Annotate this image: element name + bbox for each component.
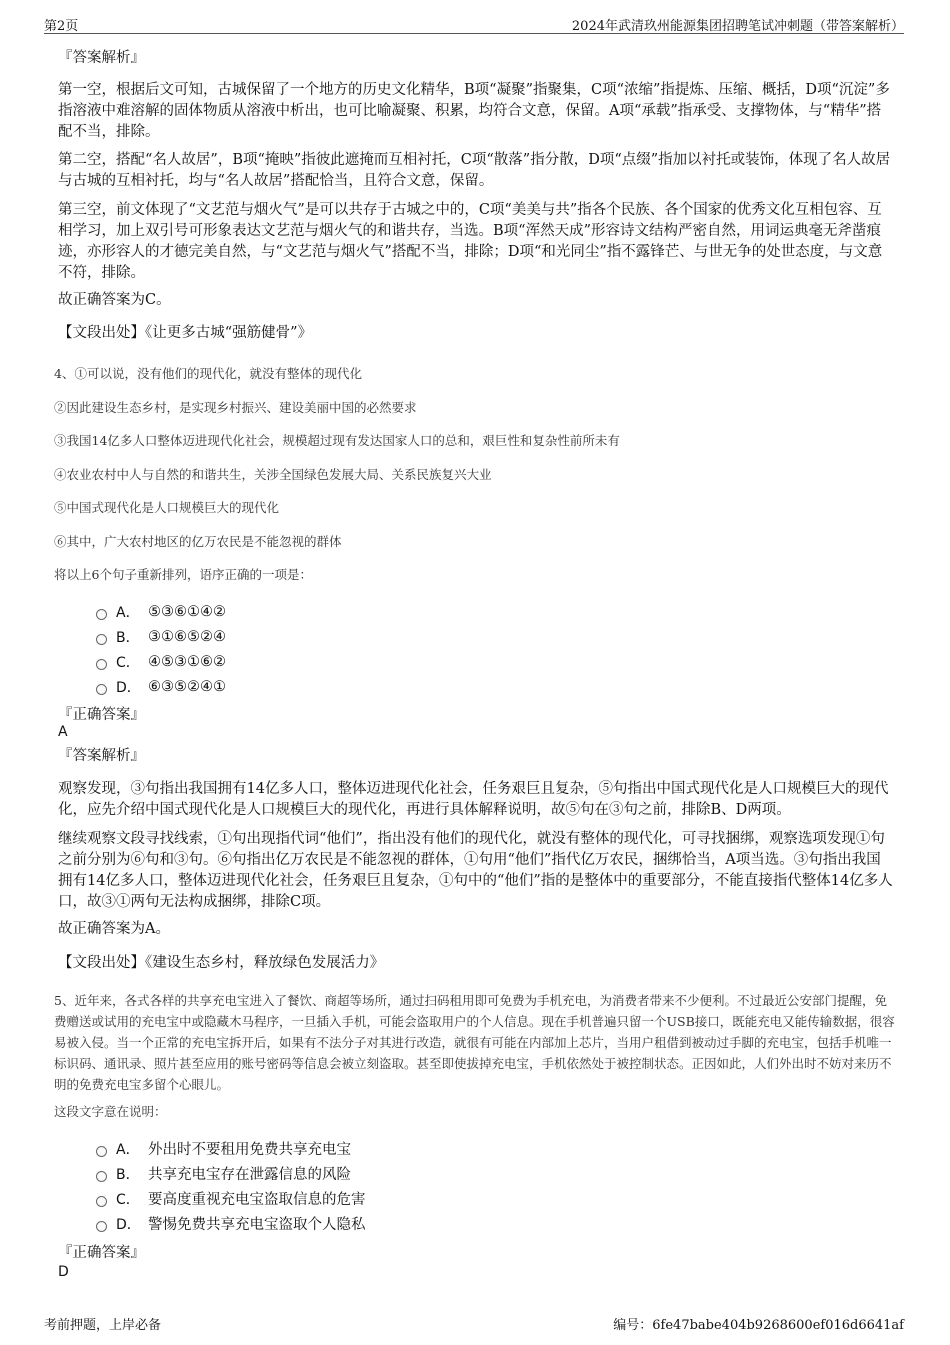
q5-options	[96, 1136, 366, 1236]
q4-answer: A	[58, 724, 68, 740]
q3-analysis-paragraph-2: 第二空，搭配“名人故居”，B项“掩映”指彼此遮掩而互相衬托，C项“散落”指分散，D项“点缀”指加以衬托或装饰，体现了名人故居与古城的互相衬托，均与“名人故居”搭配恰当，且符合文意，保留。	[58, 152, 891, 189]
footer-document-id: 编号：6fe47babe404b9268600ef016d6641af	[613, 1318, 904, 1333]
header-divider	[44, 33, 904, 34]
q4-sentence-3: ③我国14亿多人口整体迈进现代化社会，规模超过现有发达国家人口的总和，艰巨性和复杂性前所未有	[54, 433, 620, 448]
option-text: 要高度重视充电宝盗取信息的危害	[148, 1192, 366, 1208]
q4-analysis-paragraph-2: 继续观察文段寻找线索，①句出现指代词“他们”，指出没有他们的现代化，就没有整体的现代化，可寻找捆绑，观察选项发现①句之前分别为⑥句和③句。⑥句指出亿万农民是不能忽视的群体，①句用“他们”指代亿万农民，捆绑恰当，A项当选。③句指出我国拥有14亿多人口，整体迈进现代化社会，任务艰巨且复杂，①句中的“他们”指的是整体中的重要部分，不能直接指代整体14亿多人口，故③①两句无法构成捆绑，排除C项。	[58, 831, 893, 910]
q4-analysis-paragraph-1: 观察发现，③句指出我国拥有14亿多人口，整体迈进现代化社会，任务艰巨且复杂，⑤句指出中国式现代化是人口规模巨大的现代化，应先介绍中国式现代化是人口规模巨大的现代化，再进行具体解释说明，故⑤句在③句之前，排除B、D两项。	[58, 781, 889, 818]
q4-option-b[interactable]	[96, 624, 226, 649]
q3-conclusion: 故正确答案为C。	[58, 292, 171, 308]
q4-sentence-2: ②因此建设生态乡村，是实现乡村振兴、建设美丽中国的必然要求	[54, 400, 417, 415]
q3-analysis-paragraph-3: 第三空，前文体现了“文艺范与烟火气”是可以共存于古城之中的，C项“美美与共”指各个民族、各个国家的优秀文化互相包容、互相学习，加上双引号可形象表达文艺范与烟火气的和谐共存，当选。B项“浑然天成”形容诗文结构严密自然，用词运典毫无斧凿痕迹，亦形容人的才德完美自然，与“文艺范与烟火气”搭配不当，排除；D项“和光同尘”指不露锋芒、与世无争的处世态度，与文意不符，排除。	[58, 202, 883, 281]
radio-icon[interactable]	[96, 684, 107, 695]
q4-answer-label: 『正确答案』	[58, 707, 145, 723]
q4-sentence-4: ④农业农村中人与自然的和谐共生，关涉全国绿色发展大局、关系民族复兴大业	[54, 467, 492, 482]
q4-analysis-label: 『答案解析』	[58, 748, 145, 764]
q4-sentence-6: ⑥其中，广大农村地区的亿万农民是不能忽视的群体	[54, 534, 342, 549]
q3-analysis-label: 『答案解析』	[58, 50, 145, 66]
header-page-number: 第2页	[44, 19, 79, 34]
q4-option-d[interactable]	[96, 674, 226, 699]
option-text: 外出时不要租用免费共享充电宝	[148, 1142, 351, 1158]
q5-prompt: 这段文字意在说明：	[54, 1104, 167, 1119]
option-text: ⑤③⑥①④②	[148, 603, 226, 620]
option-letter: D．	[116, 679, 141, 696]
q3-source: 【文段出处】《让更多古城“强筋健骨”》	[58, 325, 313, 341]
option-letter: C．	[116, 654, 140, 671]
option-text: ⑥③⑤②④①	[148, 678, 226, 695]
header-title: 2024年武清玖州能源集团招聘笔试冲刺题（带答案解析）	[571, 19, 904, 34]
radio-icon[interactable]	[96, 1221, 107, 1232]
option-letter: C．	[116, 1191, 140, 1208]
radio-icon[interactable]	[96, 1171, 107, 1182]
option-letter: A．	[116, 1141, 140, 1158]
q4-option-a[interactable]	[96, 599, 226, 624]
option-letter: A．	[116, 604, 140, 621]
footer-slogan: 考前押题，上岸必备	[44, 1318, 162, 1333]
q4-option-c[interactable]	[96, 649, 226, 674]
q3-analysis-paragraph-1: 第一空，根据后文可知，古城保留了一个地方的历史文化精华，B项“凝聚”指聚集，C项“浓缩”指提炼、压缩、概括，D项“沉淀”多指溶液中难溶解的固体物质从溶液中析出，也可比喻凝聚、积累，均符合文意，保留。A项“承载”指承受、支撑物体，与“精华”搭配不当，排除。	[58, 82, 890, 140]
radio-icon[interactable]	[96, 634, 107, 645]
q5-option-a[interactable]	[96, 1136, 366, 1161]
option-letter: B．	[116, 629, 140, 646]
q4-options	[96, 599, 226, 699]
q4-sentence-5: ⑤中国式现代化是人口规模巨大的现代化	[54, 500, 280, 515]
q5-option-d[interactable]	[96, 1211, 366, 1236]
radio-icon[interactable]	[96, 1146, 107, 1157]
q5-passage: 5、近年来，各式各样的共享充电宝进入了餐饮、商超等场所，通过扫码租用即可免费为手机充电，为消费者带来不少便利。不过最近公安部门提醒，免费赠送或试用的充电宝中或隐藏木马程序，一旦插入手机，可能会盗取用户的个人信息。现在手机普遍只留一个USB接口，既能充电又能传输数据，很容易被入侵。当一个正常的充电宝拆开后，如果有不法分子对其进行改造，就很有可能在内部加上芯片，当用户租借到被动过手脚的充电宝，包括手机唯一标识码、通讯录、照片甚至应用的账号密码等信息会被立刻盗取。甚至即使拔掉充电宝，手机依然处于被控制状态。正因如此，人们外出时不妨对来历不明的免费充电宝多留个心眼儿。	[54, 993, 895, 1092]
q4-conclusion: 故正确答案为A。	[58, 921, 170, 937]
option-letter: B．	[116, 1166, 140, 1183]
option-text: 警惕免费共享充电宝盗取个人隐私	[148, 1217, 366, 1233]
q4-source: 【文段出处】《建设生态乡村，释放绿色发展活力》	[58, 955, 385, 971]
option-text: ④⑤③①⑥②	[148, 653, 226, 670]
option-letter: D．	[116, 1216, 141, 1233]
radio-icon[interactable]	[96, 659, 107, 670]
q5-option-b[interactable]	[96, 1161, 366, 1186]
q4-sentence-1: 4、①可以说，没有他们的现代化，就没有整体的现代化	[54, 366, 362, 381]
option-text: ③①⑥⑤②④	[148, 628, 226, 645]
q4-prompt: 将以上6个句子重新排列，语序正确的一项是：	[54, 567, 312, 582]
q5-answer-label: 『正确答案』	[58, 1245, 145, 1261]
option-text: 共享充电宝存在泄露信息的风险	[148, 1167, 351, 1183]
radio-icon[interactable]	[96, 1196, 107, 1207]
q5-option-c[interactable]	[96, 1186, 366, 1211]
radio-icon[interactable]	[96, 609, 107, 620]
q5-answer: D	[58, 1264, 69, 1280]
